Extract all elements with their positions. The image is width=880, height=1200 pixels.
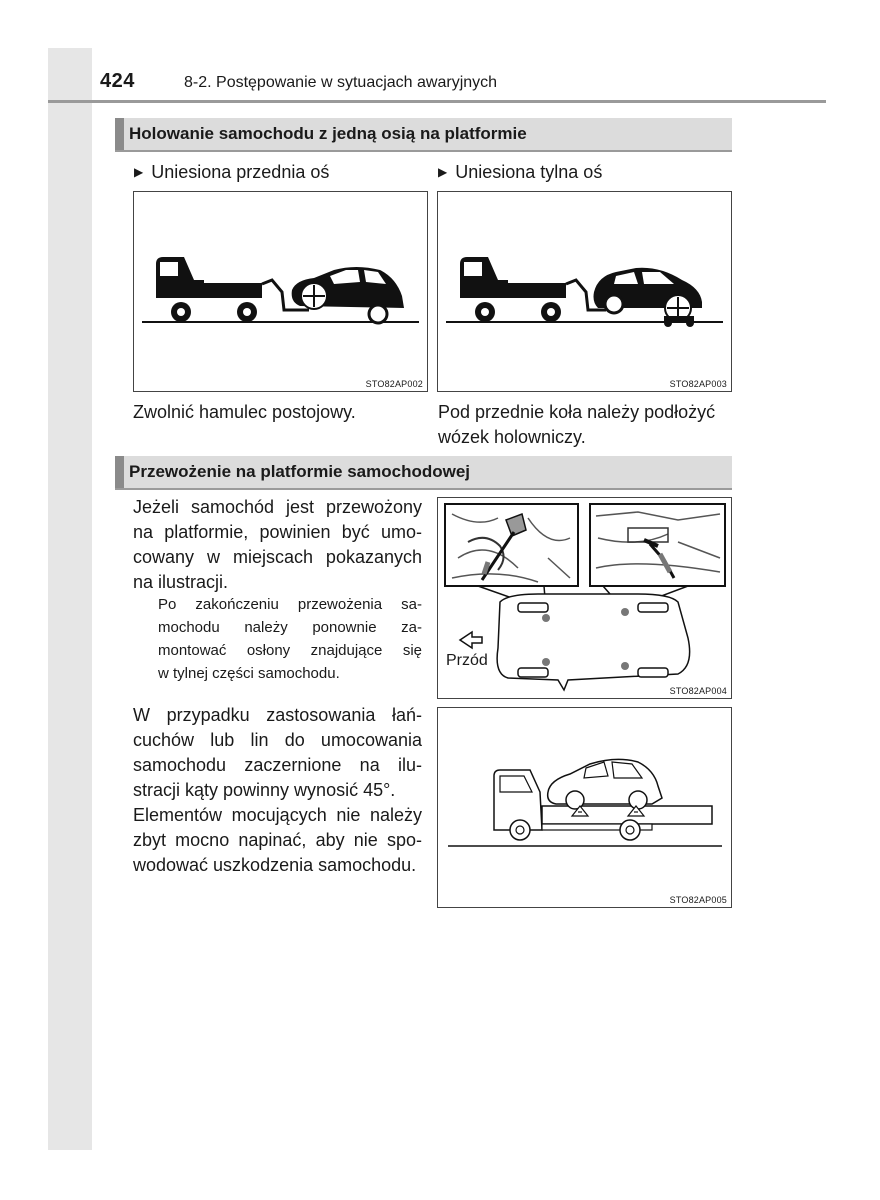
note-line: montować osłony znajdujące się [158, 642, 422, 659]
subheading-rear-label: Uniesiona tylna oś [455, 162, 603, 182]
paragraph-line: na platformie, powinien być umo- [133, 522, 422, 542]
note-line: Po zakończeniu przewożenia sa- [158, 596, 422, 613]
figure-code: STO82AP002 [365, 379, 423, 389]
caption-front-axle: Zwolnić hamulec postojowy. [133, 402, 356, 422]
tow-truck-rear-lifted-illustration [438, 192, 731, 391]
paragraph-tension [133, 803, 422, 878]
figure-code: STO82AP004 [669, 686, 727, 696]
triangle-bullet-icon: ▶ [438, 165, 448, 179]
paragraph-chains [133, 703, 422, 803]
figure-tie-down-points [437, 497, 732, 699]
figure-front-axle-raised [133, 191, 428, 392]
heading-accent-bar [115, 118, 124, 150]
figure-rear-axle-raised [437, 191, 732, 392]
front-direction-label: Przód [446, 652, 488, 669]
paragraph-line: cuchów lub lin do umocowania [133, 730, 422, 750]
caption-rear-line: wózek holowniczy. [438, 427, 586, 447]
paragraph-line: stracji kąty powinny wynosić 45°. [133, 780, 396, 800]
subheading-front-label: Uniesiona przednia oś [151, 162, 330, 182]
chapter-title: 8-2. Postępowanie w sytuacjach awaryjnych [184, 74, 498, 91]
caption-rear-line: Pod przednie koła należy podłożyć [438, 402, 716, 422]
paragraph-transport [133, 495, 422, 595]
paragraph-line: Elementów mocujących nie należy [133, 805, 422, 825]
section-title-platform: Przewożenie na platformie samochodowej [129, 462, 471, 481]
figure-code: STO82AP003 [669, 379, 727, 389]
page-number: 424 [100, 70, 135, 92]
caption-rear-axle [438, 400, 738, 450]
paragraph-line: na ilustracji. [133, 572, 229, 592]
paragraph-line: zbyt mocno napinać, aby nie spo- [133, 830, 422, 850]
triangle-bullet-icon: ▶ [134, 165, 144, 179]
section-heading-towing [115, 118, 732, 152]
figure-code: STO82AP005 [669, 895, 727, 905]
subheading-rear-raised [438, 162, 602, 183]
paragraph-line: wodować uszkodzenia samochodu. [133, 855, 417, 875]
note-covers [158, 593, 422, 685]
side-margin-bar [48, 48, 92, 1150]
heading-accent-bar [115, 456, 124, 488]
section-title-towing: Holowanie samochodu z jedną osią na platformie [129, 124, 527, 143]
paragraph-line: W przypadku zastosowania łań- [133, 705, 422, 725]
platform-truck-illustration [438, 708, 731, 907]
paragraph-line: cowany w miejscach pokazanych [133, 547, 422, 567]
header-rule [48, 100, 826, 103]
figure-platform-truck [437, 707, 732, 908]
paragraph-line: samochodu zaczernione na ilu- [133, 755, 422, 775]
note-line: mochodu należy ponownie za- [158, 619, 422, 636]
subheading-front-raised [134, 162, 329, 183]
note-line: w tylnej części samochodu. [158, 665, 340, 682]
paragraph-line: Jeżeli samochód jest przewożony [133, 497, 422, 517]
section-heading-platform [115, 456, 732, 490]
tow-truck-front-lifted-illustration [134, 192, 427, 391]
